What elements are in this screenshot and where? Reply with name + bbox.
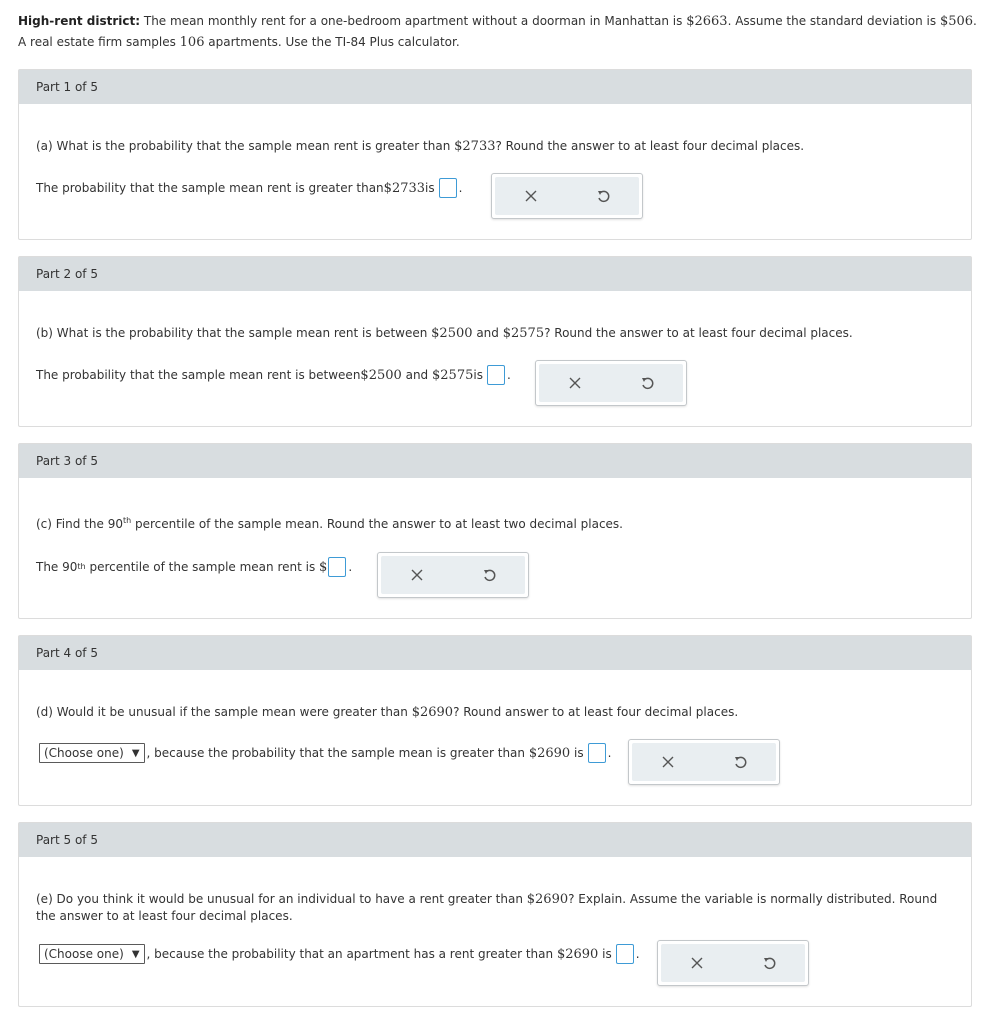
part-5-panel xyxy=(18,822,972,1007)
undo-icon[interactable] xyxy=(479,565,499,585)
answer-text: is xyxy=(598,946,612,961)
intro-text: . A real estate firm samples xyxy=(18,14,977,49)
question-value: $2733 xyxy=(454,139,496,154)
answer-value: 90 xyxy=(62,559,78,574)
part-5-answer xyxy=(39,942,640,966)
x-icon[interactable] xyxy=(687,953,707,973)
part-4-answer xyxy=(39,741,611,765)
superscript: th xyxy=(122,516,132,525)
question-text: and xyxy=(472,326,503,340)
question-text: (d) Would it be unusual if the sample mean were greater than xyxy=(36,705,412,719)
caret-down-icon: ▼ xyxy=(131,747,140,759)
dollar-sign: $ xyxy=(319,559,328,575)
answer-text: , because the probability that the sample mean is greater than xyxy=(146,745,529,760)
part-4-toolbar xyxy=(628,739,780,785)
question-text: (a) What is the probability that the sample mean rent is greater than xyxy=(36,139,455,153)
sd-value: $506 xyxy=(939,14,974,29)
caret-down-icon: ▼ xyxy=(131,948,140,960)
answer-text: The xyxy=(36,559,63,574)
intro-text: The mean monthly rent for a one-bedroom apartment without a doorman in Manhattan is xyxy=(143,14,687,28)
part-3-header: Part 3 of 5 xyxy=(19,444,971,478)
part-2-panel xyxy=(18,256,972,427)
part-3-toolbar xyxy=(377,552,529,598)
undo-icon[interactable] xyxy=(637,373,657,393)
problem-title: High-rent district: xyxy=(18,14,141,28)
answer-text: is xyxy=(425,180,435,195)
part-3-answer: The 90 th percentile of the sample mean rent is $ . xyxy=(36,555,352,579)
answer-value: $2500 xyxy=(360,367,402,383)
question-text: ? Round answer to at least four decimal places. xyxy=(453,705,739,719)
intro-text: apartments. Use the TI-84 Plus calculator. xyxy=(204,35,460,49)
toolbar-inner xyxy=(381,556,525,594)
question-text: ? Round the answer to at least four decimal places. xyxy=(544,326,853,340)
part-2-toolbar xyxy=(535,360,687,406)
part-2-header: Part 2 of 5 xyxy=(19,257,971,291)
x-icon[interactable] xyxy=(658,752,678,772)
part-4-panel xyxy=(18,635,972,806)
part-5-header: Part 5 of 5 xyxy=(19,823,971,857)
period: . xyxy=(635,946,640,961)
dropdown-value: (Choose one) xyxy=(44,745,124,760)
part-5-question xyxy=(36,891,956,925)
answer-text: The probability that the sample mean rent is between xyxy=(36,367,361,382)
period: . xyxy=(506,367,511,382)
toolbar-inner xyxy=(539,364,683,402)
x-icon[interactable] xyxy=(521,186,541,206)
sample-size: 106 xyxy=(179,35,205,50)
answer-value: $2733 xyxy=(383,180,426,196)
question-value: $2690 xyxy=(526,892,569,907)
answer-value: $2575 xyxy=(432,367,474,383)
question-text: percentile of the sample mean. Round the answer to at least two decimal places. xyxy=(131,517,623,531)
undo-icon[interactable] xyxy=(730,752,750,772)
part-3-question xyxy=(36,516,623,533)
answer-value: $2690 xyxy=(528,745,571,761)
toolbar-inner xyxy=(632,743,776,781)
period: . xyxy=(607,745,612,760)
part-1-answer xyxy=(36,176,462,200)
period: . xyxy=(458,180,463,195)
answer-input[interactable] xyxy=(616,944,634,964)
choose-one-dropdown[interactable] xyxy=(39,944,145,964)
part-1-header: Part 1 of 5 xyxy=(19,70,971,104)
answer-input[interactable] xyxy=(588,743,606,763)
question-text: (c) Find the xyxy=(36,517,108,531)
part-2-question xyxy=(36,325,853,342)
answer-input[interactable] xyxy=(487,365,505,385)
undo-icon[interactable] xyxy=(759,953,779,973)
choose-one-dropdown[interactable] xyxy=(39,743,145,763)
part-1-toolbar xyxy=(491,173,643,219)
question-value: 90 xyxy=(107,517,123,531)
answer-input[interactable] xyxy=(439,178,457,198)
question-value: $2575 xyxy=(502,326,545,341)
question-text: ? Round the answer to at least four decimal places. xyxy=(495,139,805,153)
answer-text: is xyxy=(473,367,483,382)
question-text: (b) What is the probability that the sample mean rent is between xyxy=(36,326,432,340)
mean-value: $2663 xyxy=(686,14,728,29)
part-1-question xyxy=(36,138,804,155)
x-icon[interactable] xyxy=(565,373,585,393)
part-1-panel xyxy=(18,69,972,240)
part-4-header: Part 4 of 5 xyxy=(19,636,971,670)
answer-value: $2690 xyxy=(556,946,599,962)
question-value: $2690 xyxy=(411,705,454,720)
x-icon[interactable] xyxy=(407,565,427,585)
question-text: (e) Do you think it would be unusual for an individual to have a rent greater than xyxy=(36,892,527,906)
period: . xyxy=(348,559,353,574)
part-3-panel xyxy=(18,443,972,619)
answer-text: percentile of the sample mean rent is xyxy=(85,559,320,574)
undo-icon[interactable] xyxy=(593,186,613,206)
problem-intro xyxy=(18,11,978,53)
answer-text: and xyxy=(401,367,432,382)
answer-text: , because the probability that an apartment has a rent greater than xyxy=(146,946,557,961)
dropdown-value: (Choose one) xyxy=(44,946,124,961)
toolbar-inner xyxy=(661,944,805,982)
intro-text: . Assume the standard deviation is xyxy=(727,14,940,28)
part-4-question xyxy=(36,704,738,721)
part-2-answer xyxy=(36,363,511,387)
answer-text: The probability that the sample mean rent is greater than xyxy=(36,180,384,195)
answer-text: is xyxy=(570,745,584,760)
question-text: ? Explain. Assume the variable is normally distributed. Round the answer to at least four decimal places. xyxy=(36,892,938,923)
question-value: $2500 xyxy=(431,326,473,341)
answer-input[interactable] xyxy=(328,557,346,577)
toolbar-inner xyxy=(495,177,639,215)
part-5-toolbar xyxy=(657,940,809,986)
